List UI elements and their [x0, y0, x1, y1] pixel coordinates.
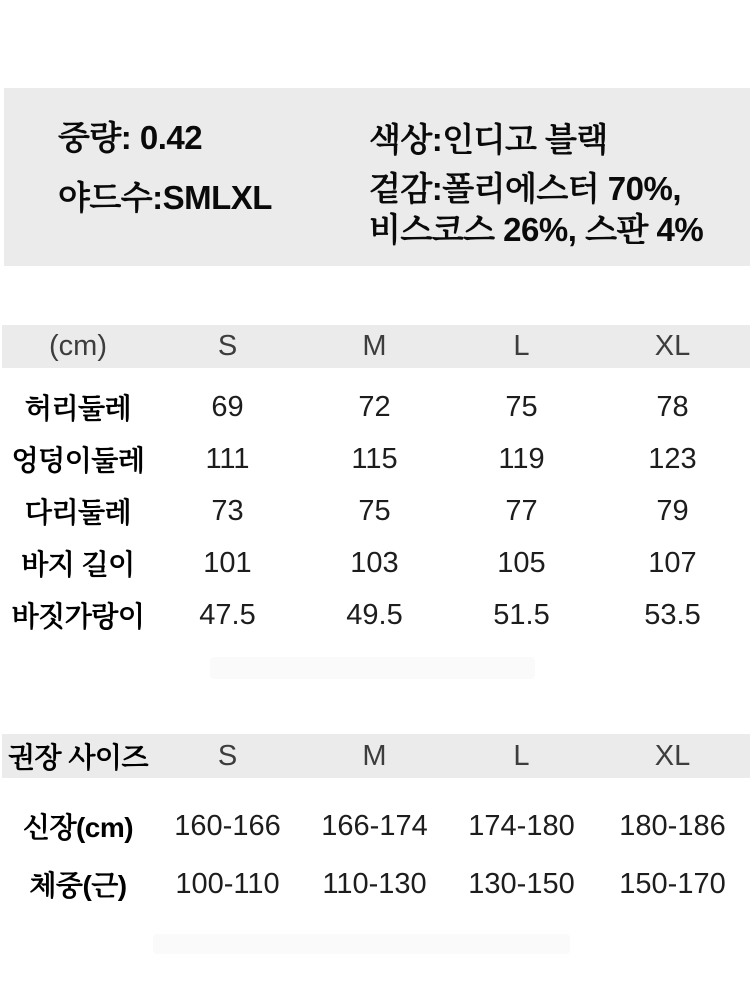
table-cell: 49.5 — [346, 598, 403, 631]
weight-text: 중량: 0.42 — [58, 119, 203, 156]
size-col-s: S — [217, 330, 238, 362]
table-cell: 119 — [498, 442, 545, 475]
table-cell: 53.5 — [644, 598, 701, 631]
table-cell: 75 — [358, 494, 391, 527]
recommended-size-table-body — [2, 797, 750, 913]
table-cell: 69 — [211, 390, 244, 423]
table-cell: 101 — [203, 546, 252, 579]
size-col-xl: XL — [654, 330, 691, 362]
table-cell: 105 — [497, 546, 546, 579]
table-cell: 72 — [358, 390, 391, 423]
table-cell: 160-166 — [174, 809, 281, 842]
recommended-size-table — [2, 734, 750, 913]
faint-artifact-band — [210, 657, 535, 679]
table-cell: 79 — [656, 494, 689, 527]
table-cell: 103 — [350, 546, 399, 579]
table-cell: 47.5 — [199, 598, 256, 631]
table-row-weight — [2, 855, 750, 913]
rec-col-l: L — [513, 739, 530, 772]
table-row-height — [2, 797, 750, 855]
row-label: 다리둘레 — [24, 497, 132, 528]
table-cell: 73 — [211, 494, 244, 527]
row-label: 바짓가랑이 — [11, 601, 145, 632]
rec-col-m: M — [362, 739, 387, 772]
table-cell: 180-186 — [619, 809, 726, 842]
size-col-l: L — [513, 330, 530, 362]
row-label: 허리둘레 — [24, 393, 132, 424]
size-col-m: M — [362, 330, 387, 362]
table-cell: 174-180 — [468, 809, 575, 842]
recommended-size-label: 권장 사이즈 — [7, 742, 149, 773]
table-cell: 123 — [648, 442, 697, 475]
table-cell: 51.5 — [493, 598, 550, 631]
table-cell: 100-110 — [175, 867, 280, 900]
row-label: 신장(cm) — [22, 812, 134, 843]
fabric-text-2: 비스코스 26%, 스판 4% — [369, 211, 704, 248]
table-row-leg — [2, 485, 750, 537]
table-row-pants-length — [2, 537, 750, 589]
rec-col-s: S — [217, 739, 238, 772]
table-cell: 130-150 — [468, 867, 575, 900]
table-cell: 150-170 — [619, 867, 726, 900]
table-cell: 110-130 — [322, 867, 427, 900]
table-cell: 77 — [505, 494, 538, 527]
row-label: 바지 길이 — [21, 549, 135, 580]
size-table-unit-header: (cm) — [49, 330, 107, 362]
table-cell: 75 — [505, 390, 538, 423]
table-row-hip — [2, 433, 750, 485]
color-text: 색상:인디고 블랙 — [369, 121, 608, 158]
table-row-inseam — [2, 589, 750, 641]
table-cell: 166-174 — [321, 809, 428, 842]
row-label: 체중(근) — [29, 870, 127, 901]
size-table-header — [2, 325, 750, 368]
size-table-body — [2, 381, 750, 641]
faint-artifact-band — [153, 934, 570, 954]
rec-col-xl: XL — [654, 739, 691, 772]
recommended-size-table-header — [2, 734, 750, 778]
table-cell: 111 — [205, 442, 250, 475]
table-cell: 107 — [648, 546, 697, 579]
table-row-waist — [2, 381, 750, 433]
fabric-text-1: 겉감:폴리에스터 70%, — [369, 170, 682, 207]
product-info-panel — [4, 88, 750, 266]
table-cell: 115 — [351, 442, 398, 475]
size-table — [2, 325, 750, 641]
row-label: 엉덩이둘레 — [11, 445, 145, 476]
yardage-text: 야드수:SMLXL — [58, 179, 272, 216]
table-cell: 78 — [656, 390, 689, 423]
